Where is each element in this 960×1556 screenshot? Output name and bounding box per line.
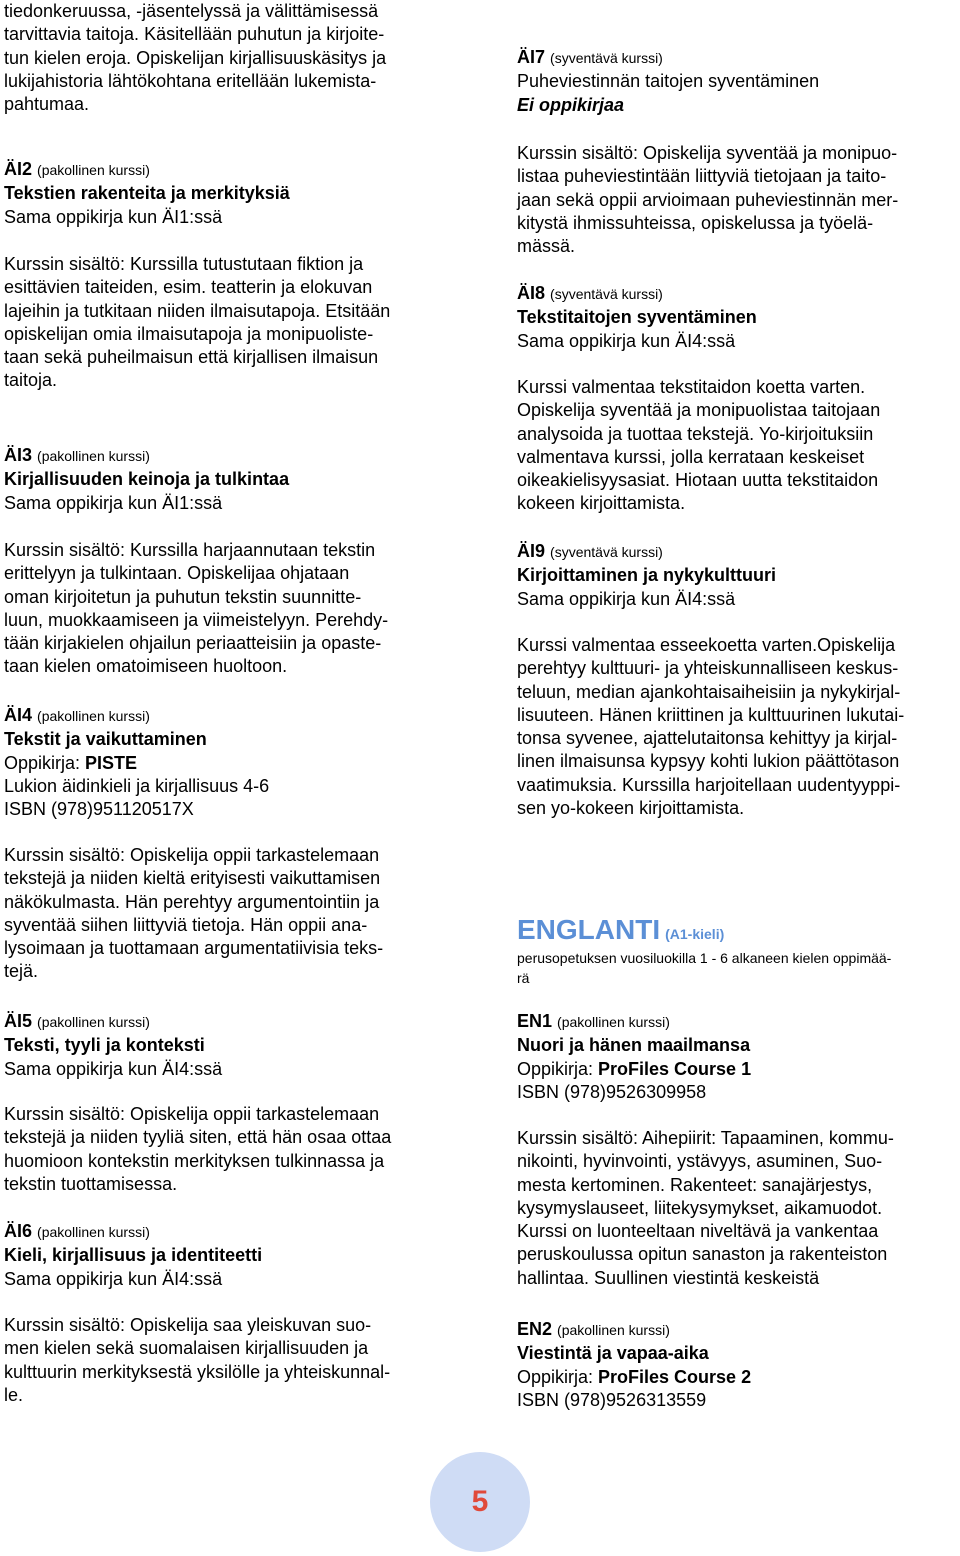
text-line: tonsa syvenee, ajattelutaitonsa kehittyy ja kirjal- — [517, 728, 898, 749]
language-name: ENGLANTI — [517, 914, 661, 945]
text-line: vaatimuksia. Kurssilla harjoitellaan uudentyyppi- — [517, 774, 901, 795]
course-ai3 — [4, 444, 449, 515]
text-line: Kurssin sisältö: Kurssilla tutustutaan fiktion ja — [4, 254, 364, 274]
course-isbn: ISBN (978)9526309958 — [517, 1081, 707, 1102]
text-line: linen ilmaisunsa kypsyy kohti lukion päättötason — [517, 751, 900, 772]
section-note: rä — [517, 970, 530, 987]
text-line: tään kirjakielen ohjailun periaatteisiin ja opaste- — [4, 633, 382, 654]
text-line: jaan sekä oppii arvioimaan puheviestinnän mer- — [517, 189, 899, 210]
text-line: tekstejä ja niiden kieltä erityisesti vaikuttamisen — [4, 868, 381, 889]
course-title: Tekstitaitojen syventäminen — [517, 307, 757, 328]
text-line: peruskoulussa opitun sanaston ja rakenteiston — [517, 1244, 888, 1265]
text-line: huomioon kontekstin merkityksen tulkinnassa ja — [4, 1150, 385, 1171]
course-type: (syventävä kurssi) — [550, 286, 663, 302]
text-line: tiedonkeruussa, -jäsentelyssä ja välittämisessä — [4, 1, 379, 21]
text-line: Kurssin sisältö: Kurssilla harjaannutaan tekstin — [4, 540, 376, 560]
text-line: lysoimaan ja tuottamaan argumentatiivisia teks- — [4, 938, 384, 959]
course-ai5 — [4, 1010, 449, 1081]
language-level: (A1-kieli) — [665, 926, 725, 942]
course-title: Nuori ja hänen maailmansa — [517, 1035, 751, 1056]
course-ai8 — [517, 282, 960, 353]
text-line: lisuuteen. Hänen kriittinen ja kulttuurinen lukutai- — [517, 704, 905, 725]
section-note: perusopetuksen vuosiluokilla 1 - 6 alkaneen kielen oppimää- — [517, 950, 892, 967]
course-type: (syventävä kurssi) — [550, 544, 663, 560]
course-title: Tekstien rakenteita ja merkityksiä — [4, 183, 290, 204]
course-ai9 — [517, 540, 960, 611]
text-line: tekstin tuottamisessa. — [4, 1173, 178, 1194]
course-book: Sama oppikirja kun ÄI4:ssä — [517, 588, 736, 609]
course-book: Sama oppikirja kun ÄI4:ssä — [4, 1058, 223, 1079]
course-isbn: ISBN (978)951120517X — [4, 799, 194, 820]
text-line: taan kielen omatoimiseen huoltoon. — [4, 656, 288, 677]
course-type: (pakollinen kurssi) — [557, 1322, 670, 1338]
course-en2 — [517, 1318, 960, 1412]
text-line: taitoja. — [4, 370, 58, 391]
course-ai7-description — [517, 142, 960, 258]
text-line: Kurssin sisältö: Opiskelija saa yleiskuvan suo- — [4, 1315, 372, 1335]
text-line: tarvittavia taitoja. Käsitellään puhutun ja kirjoite- — [4, 24, 385, 45]
text-line: men kielen sekä suomalaisen kirjallisuuden ja — [4, 1338, 369, 1359]
course-code: ÄI5 — [4, 1011, 33, 1031]
text-line: tekstejä ja niiden tyyliä siten, että hän osaa ottaa — [4, 1127, 392, 1148]
course-title: Puheviestinnän taitojen syventäminen — [517, 71, 820, 92]
text-line: erittelyyn ja tulkintaan. Opiskelijaa ohjataan — [4, 563, 350, 584]
course-book — [517, 1366, 960, 1389]
course-book: Sama oppikirja kun ÄI1:ssä — [4, 492, 223, 513]
course-heading — [4, 444, 449, 468]
text-line: perehtyy kulttuuri- ja yhteiskunnalliseen keskus- — [517, 658, 899, 679]
text-line: teluun, median ajankohtaisaiheisiin ja nykykirjal- — [517, 681, 901, 702]
course-title: Kieli, kirjallisuus ja identiteetti — [4, 1245, 263, 1266]
text-line: luun, muokkaamiseen ja viimeistelyyn. Perehdy- — [4, 609, 389, 630]
text-line: nikointi, hyvinvointi, ystävyys, asuminen, Suo- — [517, 1151, 883, 1172]
course-book: Sama oppikirja kun ÄI4:ssä — [517, 330, 736, 351]
book-prefix: Oppikirja: — [517, 1366, 599, 1387]
text-line: kitystä ihmissuhteissa, opiskelussa ja työelä- — [517, 212, 874, 233]
book-name: PISTE — [85, 752, 138, 773]
text-line: tun kielen eroja. Opiskelijan kirjallisuuskäsitys ja — [4, 47, 387, 68]
course-heading — [4, 1010, 449, 1034]
text-line: taan sekä puheilmaisun että kirjallisen ilmaisun — [4, 347, 379, 368]
course-title: Viestintä ja vapaa-aika — [517, 1343, 709, 1364]
course-heading — [517, 1010, 960, 1034]
course-type: (pakollinen kurssi) — [37, 708, 150, 724]
course-en1-description — [517, 1127, 960, 1290]
page-number-badge — [430, 1452, 530, 1552]
text-line: Kurssin sisältö: Opiskelija oppii tarkastelemaan — [4, 1104, 380, 1124]
text-line: Opiskelija syventää ja monipuolistaa taitojaan — [517, 400, 881, 421]
text-line: Kurssin sisältö: Opiskelija syventää ja monipuo- — [517, 143, 898, 163]
book-name: ProFiles Course 2 — [598, 1366, 752, 1387]
course-heading — [517, 46, 960, 70]
book-name: ProFiles Course 1 — [598, 1058, 752, 1079]
course-ai8-description — [517, 376, 960, 516]
course-code: EN2 — [517, 1319, 553, 1339]
course-heading — [517, 540, 960, 564]
text-line: Kurssin sisältö: Opiskelija oppii tarkastelemaan — [4, 845, 380, 865]
course-title: Kirjoittaminen ja nykykulttuuri — [517, 565, 777, 586]
course-heading — [4, 158, 449, 182]
course-heading — [517, 282, 960, 306]
course-heading — [517, 1318, 960, 1342]
course-ai2-description — [4, 253, 449, 393]
text-line: Kurssi valmentaa tekstitaidon koetta varten. — [517, 377, 866, 397]
course-book — [4, 752, 449, 775]
course-book: Sama oppikirja kun ÄI4:ssä — [4, 1268, 223, 1289]
course-en1 — [517, 1010, 960, 1104]
text-line: esittävien taiteiden, esim. teatterin ja elokuvan — [4, 277, 373, 298]
text-line: Kurssi valmentaa esseekoetta varten.Opiskelija — [517, 635, 896, 655]
text-line: le. — [4, 1384, 24, 1405]
course-title: Teksti, tyyli ja konteksti — [4, 1035, 205, 1056]
course-code: ÄI2 — [4, 159, 33, 179]
course-code: ÄI8 — [517, 283, 546, 303]
text-line: kokeen kirjoittamista. — [517, 493, 686, 514]
english-section-heading — [517, 914, 960, 988]
text-line: oman kirjoitetun ja puhutun tekstin suunnitte- — [4, 586, 362, 607]
text-line: kysymyslauseet, liitekysymykset, aikamuodot. — [517, 1197, 883, 1218]
course-type: (pakollinen kurssi) — [37, 162, 150, 178]
text-line: lajeihin ja tutkitaan niiden ilmaisutapoja. Etsitään — [4, 300, 391, 321]
text-line: opiskelijan omia ilmaisutapoja ja monipuoliste- — [4, 323, 374, 344]
course-ai6-description — [4, 1314, 449, 1407]
course-book-subtitle: Lukion äidinkieli ja kirjallisuus 4-6 — [4, 775, 270, 796]
text-line: lukijahistoria lähtökohtana eritellään lukemista- — [4, 70, 377, 91]
text-line: Kurssin sisältö: Aihepiirit: Tapaaminen, kommu- — [517, 1128, 894, 1148]
text-line: syventää siihen liittyviä tietoja. Hän oppii ana- — [4, 914, 368, 935]
section-title — [517, 914, 960, 946]
course-code: ÄI6 — [4, 1221, 33, 1241]
course-ai3-description — [4, 539, 449, 679]
text-line: analysoida ja tuottaa tekstejä. Yo-kirjoituksiin — [517, 423, 874, 444]
text-line: kulttuurin merkityksestä yksilölle ja yhteiskunnal- — [4, 1361, 391, 1382]
text-line: hallintaa. Suullinen viestintä keskeistä — [517, 1267, 820, 1288]
course-isbn: ISBN (978)9526313559 — [517, 1389, 707, 1410]
course-ai7 — [517, 46, 960, 117]
text-line: näkökulmasta. Hän perehtyy argumentointiin ja — [4, 891, 380, 912]
text-line: tejä. — [4, 961, 39, 982]
course-heading — [4, 1220, 449, 1244]
text-line: mesta kertominen. Rakenteet: sanajärjestys, — [517, 1174, 873, 1195]
course-ai4 — [4, 704, 449, 821]
intro-paragraph — [4, 0, 449, 116]
book-prefix: Oppikirja: — [517, 1058, 599, 1079]
text-line: mässä. — [517, 236, 576, 257]
course-code: ÄI7 — [517, 47, 546, 67]
text-line: pahtumaa. — [4, 94, 90, 115]
course-type: (syventävä kurssi) — [550, 50, 663, 66]
course-ai5-description — [4, 1103, 449, 1196]
course-code: EN1 — [517, 1011, 553, 1031]
text-line: listaa puheviestintään liittyviä tietojaan ja taito- — [517, 166, 887, 187]
course-type: (pakollinen kurssi) — [37, 1014, 150, 1030]
course-code: ÄI4 — [4, 705, 33, 725]
course-code: ÄI3 — [4, 445, 33, 465]
course-type: (pakollinen kurssi) — [37, 448, 150, 464]
course-book — [517, 1058, 960, 1081]
course-ai4-description — [4, 844, 449, 984]
text-line: Kurssi on luonteeltaan niveltävä ja vankentaa — [517, 1221, 879, 1242]
course-title: Kirjallisuuden keinoja ja tulkintaa — [4, 469, 290, 490]
course-code: ÄI9 — [517, 541, 546, 561]
text-line: oikeakielisyysasiat. Hiotaan uutta tekstitaidon — [517, 470, 879, 491]
course-book: Ei oppikirjaa — [517, 94, 625, 115]
course-heading — [4, 704, 449, 728]
book-prefix: Oppikirja: — [4, 752, 86, 773]
course-title: Tekstit ja vaikuttaminen — [4, 729, 207, 750]
course-ai2 — [4, 158, 449, 229]
course-type: (pakollinen kurssi) — [557, 1014, 670, 1030]
course-ai9-description — [517, 634, 960, 820]
text-line: valmentava kurssi, jolla kerrataan keskeiset — [517, 446, 865, 467]
course-ai6 — [4, 1220, 449, 1291]
page-number: 5 — [471, 1485, 489, 1519]
course-book: Sama oppikirja kun ÄI1:ssä — [4, 206, 223, 227]
text-line: sen yo-kokeen kirjoittamista. — [517, 798, 745, 819]
course-type: (pakollinen kurssi) — [37, 1224, 150, 1240]
